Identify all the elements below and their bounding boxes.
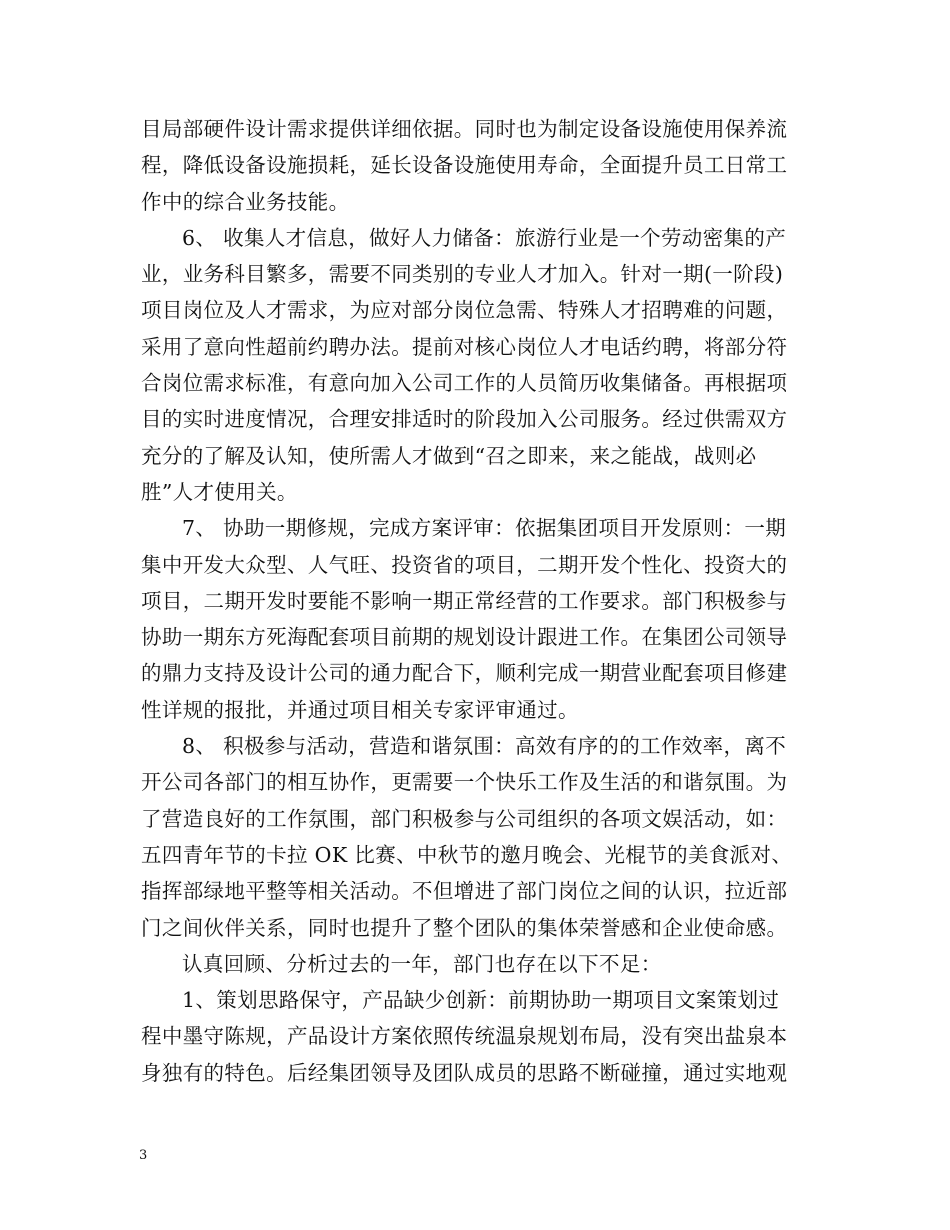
text-line: 了营造良好的工作氛围，部门积极参与公司组织的各项文娱活动，如：: [141, 806, 788, 831]
text-line: 项目岗位及人才需求，为应对部分岗位急需、特殊人才招聘难的问题，: [141, 298, 788, 323]
document-body: [141, 111, 816, 1091]
text-line: 采用了意向性超前约聘办法。提前对核心岗位人才电话约聘，将部分符: [141, 334, 788, 359]
text-line: 合岗位需求标准，有意向加入公司工作的人员简历收集储备。再根据项: [141, 371, 788, 396]
text-line: 程，降低设备设施损耗，延长设备设施使用寿命，全面提升员工日常工: [141, 153, 788, 178]
text-line: 1、策划思路保守，产品缺少创新：前期协助一期项目文案策划过: [182, 988, 780, 1013]
page-number: 3: [139, 1148, 148, 1163]
text-line: 的鼎力支持及设计公司的通力配合下，顺利完成一期营业配套项目修建: [141, 661, 788, 686]
text-line: 充分的了解及认知，使所需人才做到“召之即来，来之能战，战则必: [141, 443, 757, 468]
text-line: 门之间伙伴关系，同时也提升了整个团队的集体荣誉感和企业使命感。: [141, 915, 788, 940]
text-line: 开公司各部门的相互协作，更需要一个快乐工作及生活的和谐氛围。为: [141, 770, 788, 795]
text-line: 目的实时进度情况，合理安排适时的阶段加入公司服务。经过供需双方: [141, 407, 788, 432]
text-line: 项目，二期开发时要能不影响一期正常经营的工作要求。部门积极参与: [141, 588, 788, 613]
text-line: 五四青年节的卡拉 OK 比赛、中秋节的邀月晚会、光棍节的美食派对、: [141, 842, 793, 867]
text-line: 作中的综合业务技能。: [141, 189, 350, 214]
text-line: 胜”人才使用关。: [141, 479, 298, 504]
text-line: 集中开发大众型、人气旺、投资省的项目，二期开发个性化、投资大的: [141, 552, 788, 577]
text-line: 目局部硬件设计需求提供详细依据。同时也为制定设备设施使用保养流: [141, 117, 788, 141]
text-line: 7、 协助一期修规，完成方案评审：依据集团项目开发原则：一期: [182, 516, 787, 541]
text-line: 性详规的报批，并通过项目相关专家评审通过。: [141, 697, 579, 722]
text-line: 认真回顾、分析过去的一年，部门也存在以下不足：: [182, 951, 662, 976]
text-line: 身独有的特色。后经集团领导及团队成员的思路不断碰撞，通过实地观: [141, 1060, 788, 1085]
text-line: 指挥部绿地平整等相关活动。不但增进了部门岗位之间的认识，拉近部: [141, 879, 788, 904]
text-line: 6、 收集人才信息，做好人力储备：旅游行业是一个劳动密集的产: [182, 225, 787, 250]
text-line: 程中墨守陈规，产品设计方案依照传统温泉规划布局，没有突出盐泉本: [141, 1024, 788, 1049]
text-line: 协助一期东方死海配套项目前期的规划设计跟进工作。在集团公司领导: [141, 625, 788, 650]
text-line: 8、 积极参与活动，营造和谐氛围：高效有序的的工作效率，离不: [182, 734, 787, 759]
text-line: 业，业务科目繁多，需要不同类别的专业人才加入。针对一期(一阶段): [141, 262, 784, 287]
